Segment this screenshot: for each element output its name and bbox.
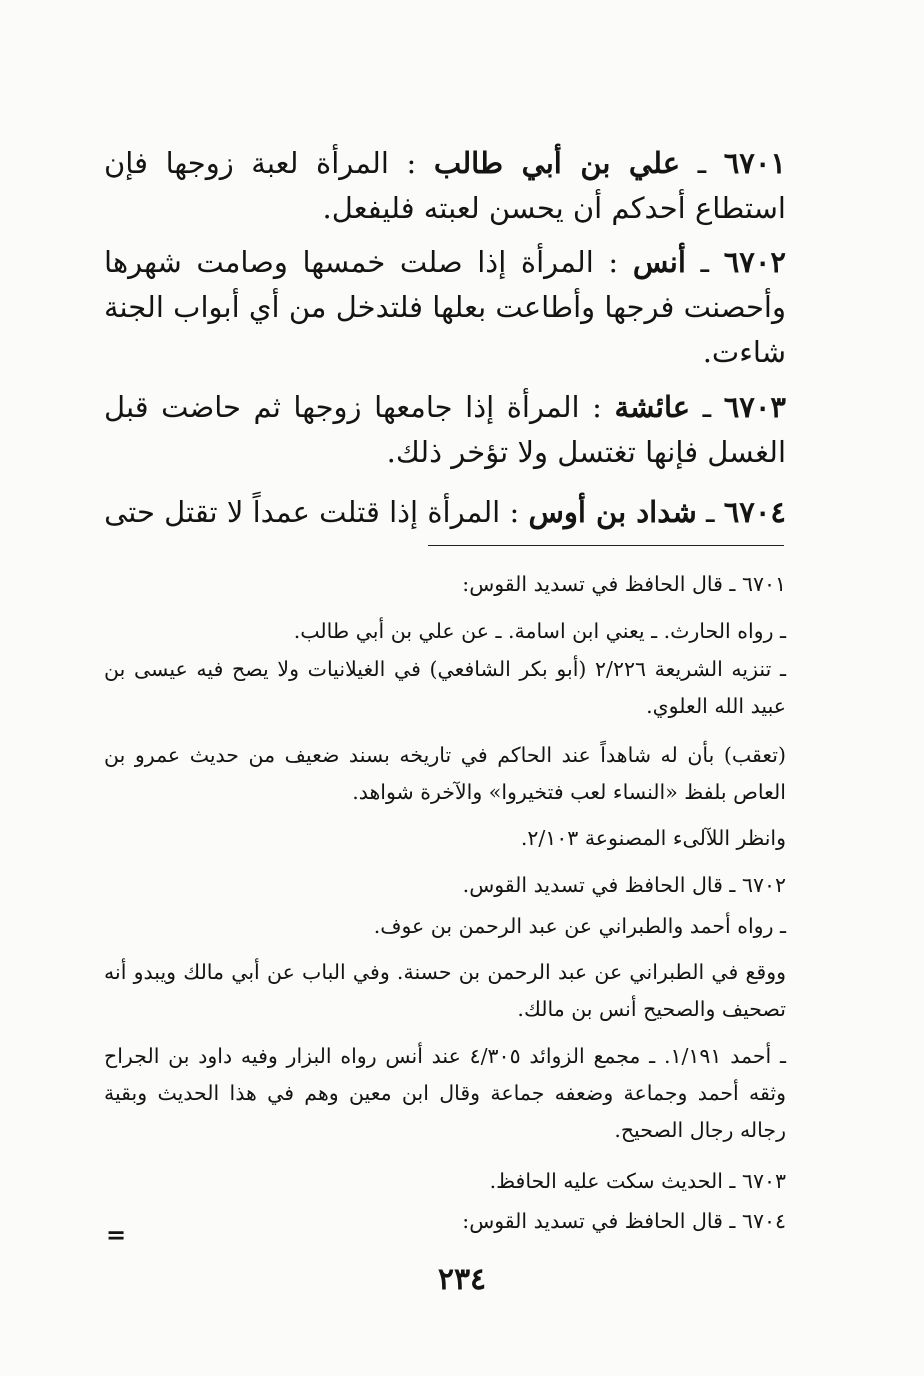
hadith-entry [104,240,786,375]
footnote-heading: ٦٧٠٤ ـ قال الحافظ في تسديد القوس: [462,1209,786,1233]
footnote-paragraph: (تعقب) بأن له شاهداً عند الحاكم في تاريخه بسند ضعيف من حديث عمرو بن العاص بلفظ «النساء لعب فتخيروا» والآخرة شواهد. [104,743,786,804]
footnote-line: وانظر اللآلىء المصنوعة ٢/١٠٣. [520,826,786,850]
footnote-paragraph: ووقع في الطبراني عن عبد الرحمن بن حسنة. وفي الباب عن أبي مالك ويبدو أنه تصحيف والصحيح أنس بن مالك. [104,960,786,1021]
hadith-text: : المرأة إذا قتلت عمداً لا تقتل حتى [104,495,520,529]
hadith-text: : المرأة لعبة زوجها فإن استطاع أحدكم أن يحسن لعبته فليفعل. [104,146,786,225]
hadith-entry [104,141,786,231]
footnote-heading: ٦٧٠١ ـ قال الحافظ في تسديد القوس: [462,572,786,596]
hadith-text: : المرأة إذا جامعها زوجها ثم حاضت قبل الغسل فإنها تغتسل ولا تؤخر ذلك. [104,390,786,469]
hadith-entry [104,385,786,475]
hadith-separator: ـ [696,495,724,529]
footnote-line: ـ رواه الحارث. ـ يعني ابن اسامة. ـ عن علي بن أبي طالب. [293,619,786,643]
footnote-line: ـ رواه أحمد والطبراني عن عبد الرحمن بن عوف. [373,914,786,938]
hadith-narrator: أنس [632,245,686,279]
page-number: ٢٣٤ [437,1262,487,1297]
hadith-number: ٦٧٠٤ [723,495,786,529]
footnote-divider [428,545,784,546]
footnote-heading: ٦٧٠٣ ـ الحديث سكت عليه الحافظ. [489,1169,786,1193]
footnote-paragraph: ـ تنزيه الشريعة ٢/٢٢٦ (أبو بكر الشافعي) في الغيلانيات ولا يصح فيه عيسى بن عبيد الله العلوي. [104,657,786,718]
hadith-number: ٦٧٠١ [723,146,786,180]
hadith-entry [104,490,786,535]
hadith-text: : المرأة إذا صلت خمسها وصامت شهرها وأحصنت فرجها وأطاعت بعلها فلتدخل من أي أبواب الجنة شاءت. [104,245,786,369]
hadith-number: ٦٧٠٢ [723,245,786,279]
hadith-separator: ـ [690,390,724,424]
hadith-narrator: شداد بن أوس [528,495,697,529]
hadith-number: ٦٧٠٣ [723,390,786,424]
hadith-narrator: علي بن أبي طالب [433,146,681,180]
hadith-narrator: عائشة [614,390,691,424]
continuation-mark: = [106,1220,127,1249]
footnote-paragraph: ـ أحمد ١/١٩١. ـ مجمع الزوائد ٤/٣٠٥ عند أنس رواه البزار وفيه داود بن الجراح وثقه أحمد وجماعة وضعفه جماعة وقال ابن معين وهم في هذا الحديث وبقية رجاله رجال الصحيح. [104,1044,786,1142]
hadith-separator: ـ [680,146,724,180]
hadith-separator: ـ [685,245,724,279]
footnote-heading: ٦٧٠٢ ـ قال الحافظ في تسديد القوس. [462,873,786,897]
